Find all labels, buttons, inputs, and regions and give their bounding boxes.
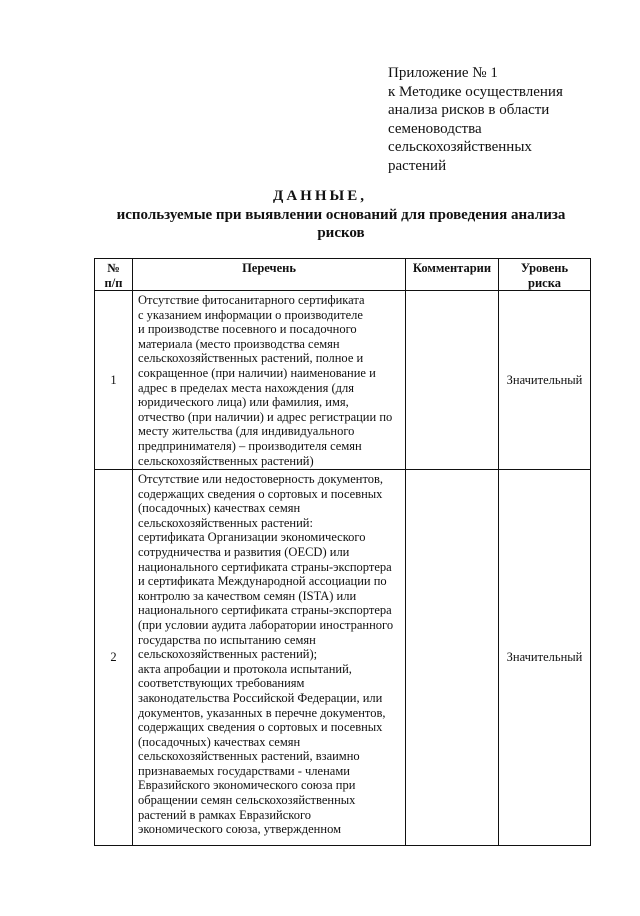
subtitle-line: используемые при выявлении оснований для проведения анализа xyxy=(116,207,566,223)
description-line: государства по испытанию семян xyxy=(138,632,316,647)
description-line: сертификата Организации экономического xyxy=(138,530,366,545)
header-risk-level xyxy=(499,259,591,291)
table-header-row xyxy=(95,259,591,291)
description-line: сельскохозяйственных растений); xyxy=(138,647,318,662)
description-line: обращении семян сельскохозяйственных xyxy=(138,793,356,808)
description-line: законодательства Российской Федерации, или xyxy=(138,690,383,705)
appendix-heading xyxy=(388,64,563,175)
description-line: соответствующих требованиям xyxy=(138,676,305,691)
description-line: предпринимателя) – производителя семян xyxy=(138,438,362,453)
header-number-line1: № xyxy=(107,261,120,275)
description-line: Евразийского экономического союза при xyxy=(138,778,356,793)
row-comment xyxy=(406,470,499,846)
appendix-line: сельскохозяйственных xyxy=(388,139,532,155)
table-row xyxy=(95,291,591,470)
description-line: Отсутствие или недостоверность документов, xyxy=(138,472,384,486)
header-comments: Комментарии xyxy=(406,259,499,291)
appendix-line: растений xyxy=(388,157,447,174)
header-number-line2: п/п xyxy=(104,275,123,290)
description-line: месту жительства (для индивидуального xyxy=(138,424,355,439)
row-risk-level: Значительный xyxy=(499,291,591,470)
document-title: ДАННЫЕ, xyxy=(273,188,367,204)
header-number xyxy=(95,259,133,291)
header-list: Перечень xyxy=(133,259,406,291)
description-line: акта апробации и протокола испытаний, xyxy=(138,661,352,676)
description-line: документов, указанных в перечне документов, xyxy=(138,705,386,720)
risk-data-table xyxy=(94,258,591,846)
description-line: сельскохозяйственных растений, полное и xyxy=(138,351,364,366)
description-line: отчество (при наличии) и адрес регистрации по xyxy=(138,409,393,424)
description-line: сотрудничества и развития (OECD) или xyxy=(138,544,350,559)
description-line: Отсутствие фитосанитарного сертификата xyxy=(138,293,365,307)
description-line: содержащих сведения о сортовых и посевных xyxy=(138,486,383,501)
description-line: экономического союза, утвержденном xyxy=(138,822,341,837)
description-line: адрес в пределах места нахождения (для xyxy=(138,380,354,395)
description-line: сокращенное (при наличии) наименование и xyxy=(138,365,376,380)
header-risk-line2: риска xyxy=(528,275,561,290)
description-line: содержащих сведения о сортовых и посевных xyxy=(138,720,383,735)
row-description xyxy=(133,470,406,846)
description-line: с указанием информации о производителе xyxy=(138,307,363,322)
appendix-line: Приложение № 1 xyxy=(388,65,498,81)
description-line: и сертификата Международной ассоциации по xyxy=(138,574,387,589)
subtitle-line: рисков xyxy=(317,225,365,241)
description-line: национального сертификата страны-экспортера xyxy=(138,559,392,574)
description-line: сельскохозяйственных растений) xyxy=(138,453,314,468)
row-description xyxy=(133,291,406,470)
document-subtitle xyxy=(108,206,574,242)
description-line: контролю за качеством семян (ISTA) или xyxy=(138,588,357,603)
description-line: сельскохозяйственных растений, взаимно xyxy=(138,749,360,764)
description-line: (при условии аудита лаборатории иностранного xyxy=(138,617,394,632)
description-line: растений в рамках Евразийского xyxy=(138,807,312,822)
row-risk-level: Значительный xyxy=(499,470,591,846)
header-risk-line1: Уровень xyxy=(520,261,569,275)
description-line: материала (место производства семян xyxy=(138,336,340,351)
description-line: юридического лица) или фамилия, имя, xyxy=(138,395,349,410)
description-line: сельскохозяйственных растений: xyxy=(138,515,313,530)
description-line: и производстве посевного и посадочного xyxy=(138,322,357,337)
appendix-line: к Методике осуществления xyxy=(388,83,563,100)
description-line: национального сертификата страны-экспортера xyxy=(138,603,392,618)
appendix-line: анализа рисков в области xyxy=(388,102,550,118)
row-comment xyxy=(406,291,499,470)
row-number: 1 xyxy=(95,291,133,470)
description-line: (посадочных) качествах семян xyxy=(138,501,301,516)
table-row xyxy=(95,470,591,846)
description-line: признаваемых государствами - членами xyxy=(138,763,350,778)
description-line: (посадочных) качествах семян xyxy=(138,734,301,749)
appendix-line: семеноводства xyxy=(388,120,482,137)
row-number: 2 xyxy=(95,470,133,846)
